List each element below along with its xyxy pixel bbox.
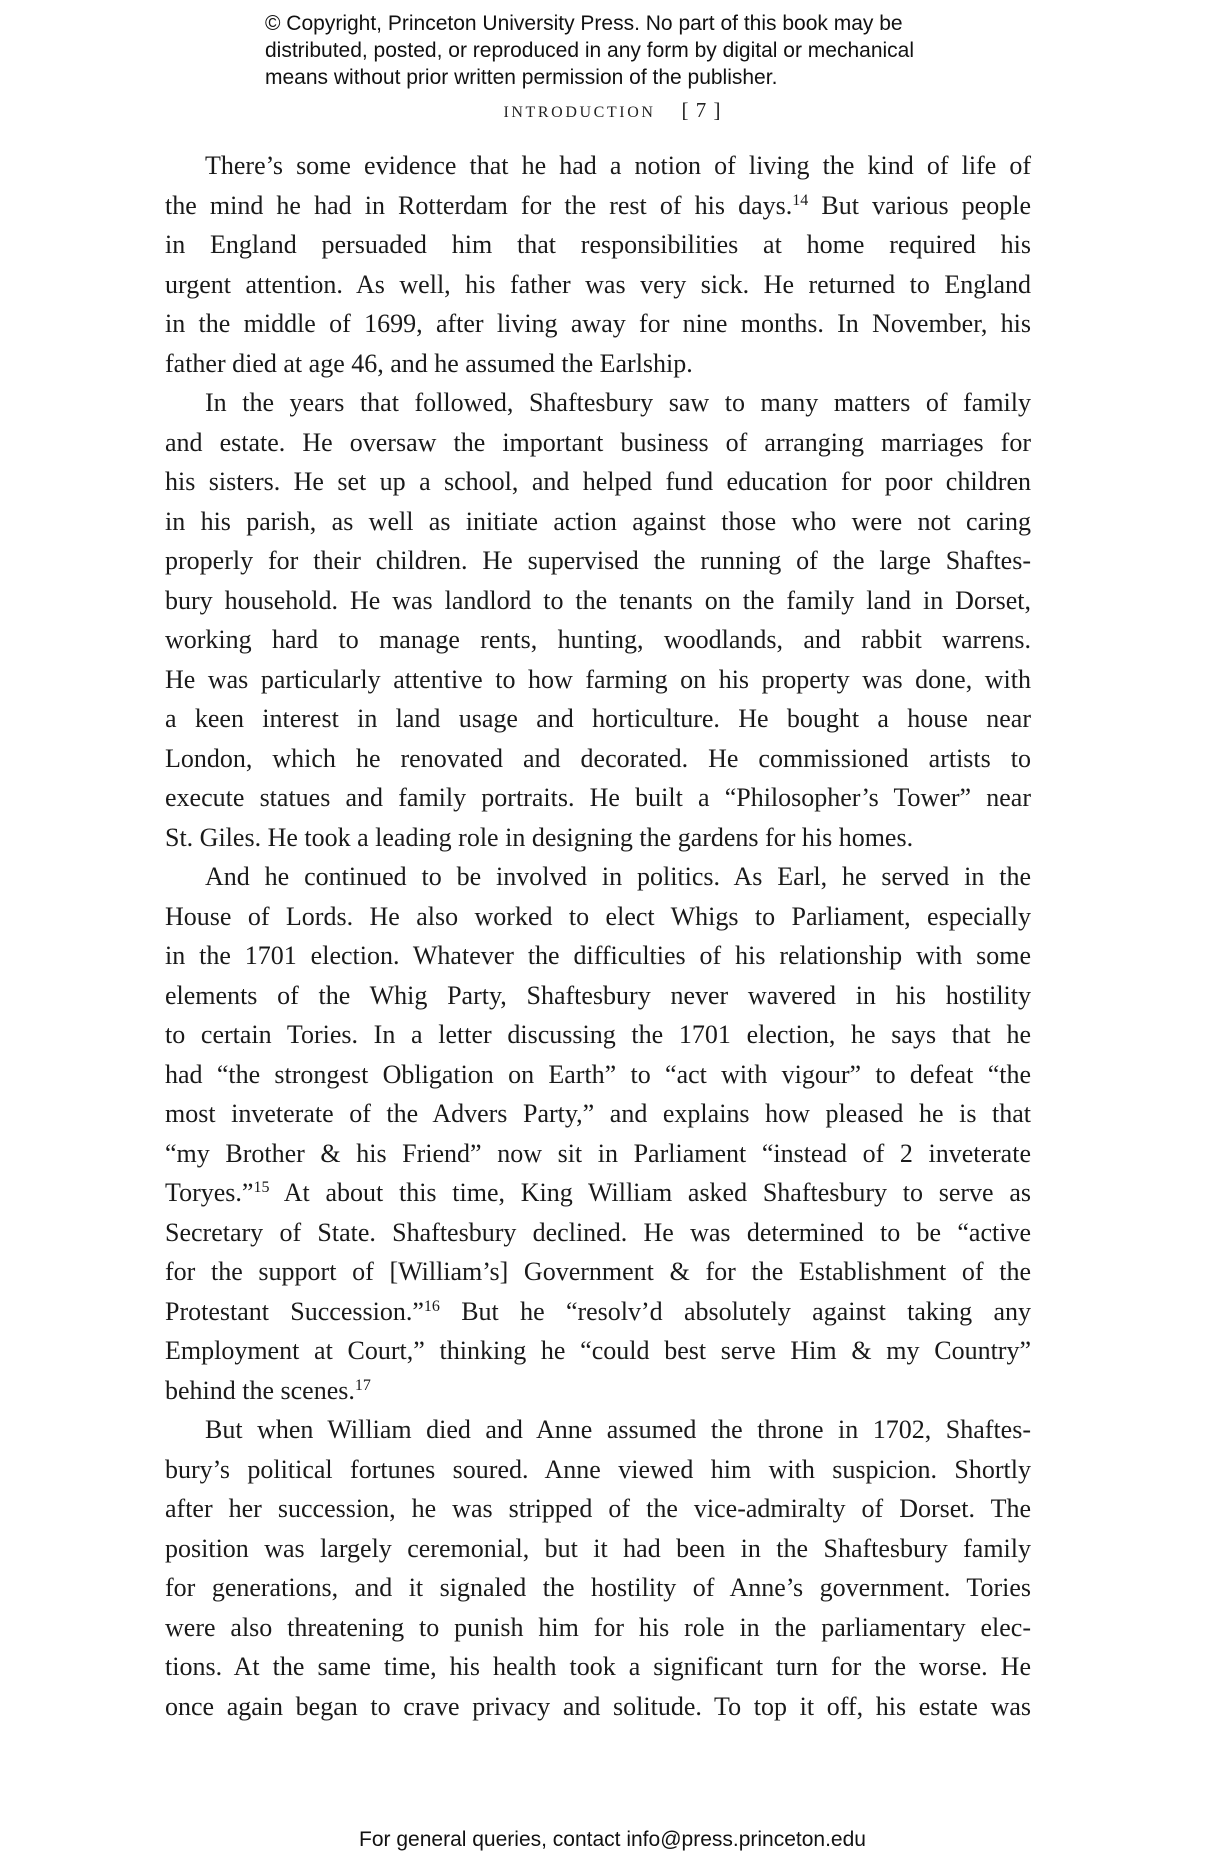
body-text <box>165 146 1031 1726</box>
text-line-content: his sisters. He set up a school, and helped fund education for poor children <box>165 467 1031 496</box>
text-line-content: and estate. He oversaw the important business of arranging marriages for <box>165 427 1031 457</box>
text-line <box>165 225 1031 265</box>
text-line-content: position was largely ceremonial, but it had been in the Shaftesbury family <box>165 1533 1031 1563</box>
running-head-section: INTRODUCTION <box>503 104 656 121</box>
text-line <box>165 423 1031 463</box>
text-line-content: bury’s political fortunes soured. Anne viewed him with suspicion. Shortly <box>165 1454 1031 1484</box>
text-line <box>165 778 1031 818</box>
text-line <box>165 699 1031 739</box>
text-line-content: London, which he renovated and decorated. He commissioned artists to <box>165 743 1031 773</box>
copyright-line: © Copyright, Princeton University Press. No part of this book may be <box>265 12 903 35</box>
text-line-content: father died at age 46, and he assumed the Earlship. <box>165 348 693 378</box>
text-line-content: working hard to manage rents, hunting, woodlands, and rabbit warrens. <box>165 625 1031 654</box>
text-line-content: And he continued to be involved in politics. As Earl, he served in the <box>205 862 1031 891</box>
text-line-content: Employment at Court,” thinking he “could best serve Him & my Country” <box>165 1336 1031 1365</box>
text-line <box>165 1173 1031 1213</box>
text-line-content: urgent attention. As well, his father was very sick. He returned to England <box>165 269 1031 299</box>
text-line <box>165 1647 1031 1687</box>
text-line-content: in the 1701 election. Whatever the difficulties of his relationship with some <box>165 941 1031 970</box>
text-line-content: He was particularly attentive to how farming on his property was done, with <box>165 664 1031 694</box>
text-line <box>165 936 1031 976</box>
text-line <box>165 1489 1031 1529</box>
text-line <box>165 186 1031 226</box>
text-line-content: once again began to crave privacy and solitude. To top it off, his estate was <box>165 1691 1031 1721</box>
text-line-content: for generations, and it signaled the hostility of Anne’s government. Tories <box>165 1573 1031 1602</box>
text-line-continuation: But various people <box>808 190 1031 220</box>
text-line-content: House of Lords. He also worked to elect Whigs to Parliament, especially <box>165 901 1031 931</box>
text-line-content: in the middle of 1699, after living away for nine months. In November, his <box>165 309 1031 338</box>
text-line-content: There’s some evidence that he had a notion of living the kind of life of <box>205 151 1031 180</box>
text-line <box>165 502 1031 542</box>
text-line-content: “my Brother & his Friend” now sit in Parliament “instead of 2 inveterate <box>165 1138 1031 1168</box>
text-line <box>165 1134 1031 1174</box>
text-line <box>165 1450 1031 1490</box>
text-line <box>165 976 1031 1016</box>
text-line <box>165 1608 1031 1648</box>
text-line-content: in his parish, as well as initiate action against those who were not caring <box>165 506 1031 536</box>
text-line <box>165 1292 1031 1332</box>
text-line <box>165 344 1031 384</box>
text-line-content: execute statues and family portraits. He built a “Philosopher’s Tower” near <box>165 783 1031 812</box>
copyright-line: means without prior written permission of the publisher. <box>265 66 778 89</box>
text-line <box>165 265 1031 305</box>
text-line-content: behind the scenes. <box>165 1375 355 1405</box>
text-line-continuation: At about this time, King William asked Shaftesbury to serve as <box>269 1178 1031 1207</box>
text-line <box>165 581 1031 621</box>
text-line <box>165 1529 1031 1569</box>
text-line <box>165 739 1031 779</box>
text-line-content: elements of the Whig Party, Shaftesbury never wavered in his hostility <box>165 980 1031 1010</box>
text-line <box>165 304 1031 344</box>
text-line <box>165 1213 1031 1253</box>
text-line <box>165 1687 1031 1727</box>
text-line <box>165 660 1031 700</box>
text-line <box>165 1094 1031 1134</box>
text-line-content: were also threatening to punish him for his role in the parliamentary elec- <box>165 1612 1031 1642</box>
text-line-content: to certain Tories. In a letter discussing the 1701 election, he says that he <box>165 1020 1031 1049</box>
text-line <box>165 1410 1031 1450</box>
text-line-content: for the support of [William’s] Government & for the Establishment of the <box>165 1257 1031 1286</box>
text-line <box>165 620 1031 660</box>
text-line <box>165 857 1031 897</box>
footnote-marker: 15 <box>253 1179 270 1196</box>
text-line-content: In the years that followed, Shaftesbury saw to many matters of family <box>205 388 1031 417</box>
text-line <box>165 146 1031 186</box>
text-line <box>165 897 1031 937</box>
text-line-content: bury household. He was landlord to the tenants on the family land in Dorset, <box>165 585 1031 615</box>
text-line-continuation: But he “resolv’d absolutely against taking any <box>439 1296 1031 1326</box>
text-line-content: But when William died and Anne assumed the throne in 1702, Shaftes- <box>205 1415 1031 1444</box>
text-line-content: tions. At the same time, his health took a significant turn for the worse. He <box>165 1652 1031 1681</box>
footnote-marker: 17 <box>354 1376 371 1394</box>
text-line-content: had “the strongest Obligation on Earth” to “act with vigour” to defeat “the <box>165 1059 1031 1089</box>
copyright-line: distributed, posted, or reproduced in any form by digital or mechanical <box>265 39 915 62</box>
text-line <box>165 1371 1031 1411</box>
text-line-content: St. Giles. He took a leading role in designing the gardens for his homes. <box>165 822 914 852</box>
text-line <box>165 1331 1031 1371</box>
footer-contact: For general queries, contact info@press.princeton.edu <box>359 1828 866 1851</box>
text-line-content: Protestant Succession.” <box>165 1296 424 1326</box>
text-line-content: the mind he had in Rotterdam for the rest of his days. <box>165 190 793 220</box>
text-line-content: Toryes.” <box>165 1178 254 1207</box>
copyright-notice <box>265 10 1025 91</box>
text-line <box>165 383 1031 423</box>
text-line-content: properly for their children. He supervised the running of the large Shaftes- <box>165 546 1031 575</box>
text-line <box>165 818 1031 858</box>
text-line-content: most inveterate of the Advers Party,” and explains how pleased he is that <box>165 1099 1031 1128</box>
text-line <box>165 1055 1031 1095</box>
text-line-content: in England persuaded him that responsibilities at home required his <box>165 230 1031 259</box>
running-head <box>0 98 1225 123</box>
text-line-content: Secretary of State. Shaftesbury declined. He was determined to be “active <box>165 1217 1031 1247</box>
page-number: [ 7 ] <box>681 98 722 122</box>
text-line <box>165 1568 1031 1608</box>
text-line-content: after her succession, he was stripped of the vice-admiralty of Dorset. The <box>165 1494 1031 1523</box>
text-line <box>165 1015 1031 1055</box>
text-line <box>165 462 1031 502</box>
text-line <box>165 541 1031 581</box>
text-line-content: a keen interest in land usage and horticulture. He bought a house near <box>165 704 1031 733</box>
footnote-marker: 16 <box>423 1297 440 1315</box>
text-line <box>165 1252 1031 1292</box>
footnote-marker: 14 <box>792 191 809 209</box>
